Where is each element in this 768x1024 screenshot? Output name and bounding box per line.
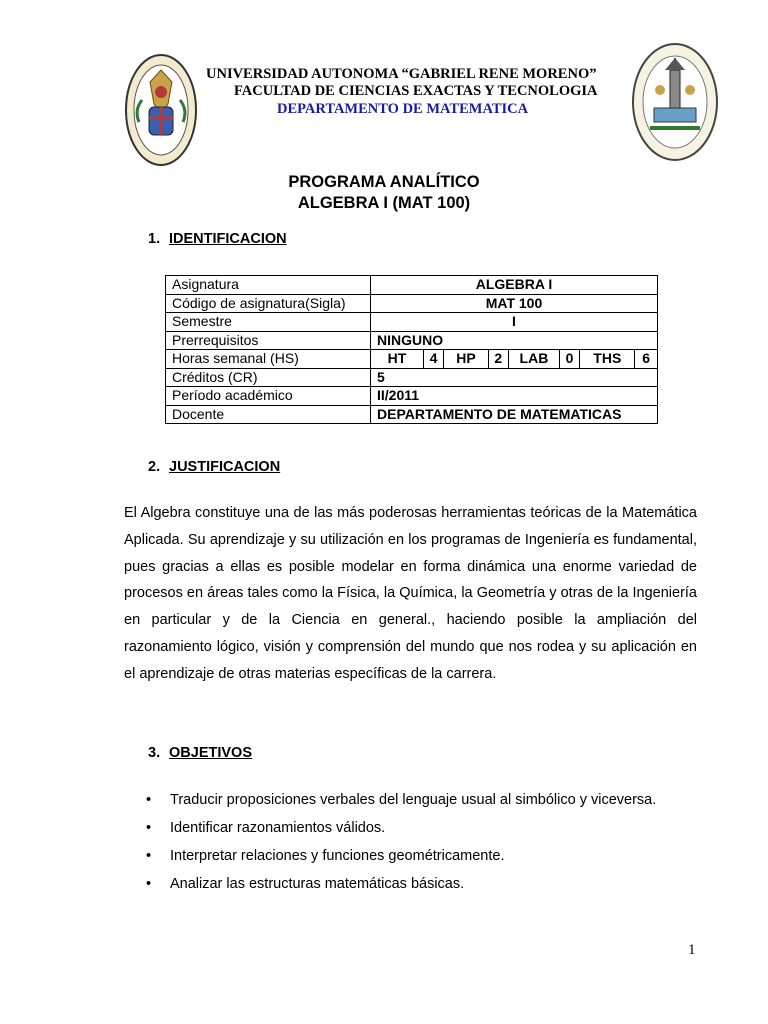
table-key: Horas semanal (HS) xyxy=(166,350,371,369)
hours-value-ht: 4 xyxy=(423,350,444,368)
objective-text: Traducir proposiciones verbales del lenguaje usual al simbólico y viceversa. xyxy=(170,792,657,808)
section-number: 3. xyxy=(148,745,161,761)
section-label: IDENTIFICACION xyxy=(169,231,287,247)
table-value: I xyxy=(371,313,658,332)
list-item xyxy=(124,842,656,870)
table-row xyxy=(166,368,658,387)
page-title: PROGRAMA ANALÍTICO xyxy=(288,173,480,191)
bullet-icon: • xyxy=(146,820,152,836)
bullet-icon: • xyxy=(146,848,152,864)
section-heading-justificacion xyxy=(148,459,280,475)
bullet-icon: • xyxy=(146,792,152,808)
hours-table xyxy=(371,350,657,368)
hours-label-ht: HT xyxy=(387,350,407,367)
table-key: Semestre xyxy=(166,313,371,332)
section-label: OBJETIVOS xyxy=(169,745,252,761)
objective-text: Interpretar relaciones y funciones geométricamente. xyxy=(170,848,505,864)
objectives-list xyxy=(124,786,656,898)
table-key: Código de asignatura(Sigla) xyxy=(166,294,371,313)
faculty-name: FACULTAD DE CIENCIAS EXACTAS Y TECNOLOGIA xyxy=(234,83,598,99)
justification-paragraph: El Algebra constituye una de las más poderosas herramientas teóricas de la Matemática Aplicada. Su aprendizaje y su utilización en los programas de Ingeniería es fundamental, pues gracias a ellas es posible modelar en forma dinámica una enorme variedad de procesos en áreas tales como la Física, la Química, la Geometría y otras de la Ingeniería en particular y de la Ciencia en general., haciendo posible la ampliación del razonamiento lógico, visión y comprensión del mundo que nos rodea y su aplicación en el aprendizaje de otras materias específicas de la carrera. xyxy=(124,505,697,682)
table-key: Asignatura xyxy=(166,276,371,295)
hours-label-ths: THS xyxy=(580,350,635,368)
table-value: NINGUNO xyxy=(371,331,658,350)
table-row xyxy=(166,276,658,295)
university-seal-left-icon xyxy=(124,52,198,168)
table-value: MAT 100 xyxy=(371,294,658,313)
section-heading-objetivos xyxy=(148,745,252,761)
table-value: II/2011 xyxy=(371,387,658,406)
table-value: 5 xyxy=(371,368,658,387)
hours-value-lab: 0 xyxy=(559,350,580,368)
table-row xyxy=(166,350,658,369)
table-row xyxy=(166,387,658,406)
identification-table xyxy=(165,275,658,424)
table-value: ALGEBRA I xyxy=(371,276,658,295)
table-row xyxy=(166,405,658,424)
bullet-icon: • xyxy=(146,876,152,892)
list-item xyxy=(124,786,656,814)
objective-text: Analizar las estructuras matemáticas básicas. xyxy=(170,876,465,892)
table-key: Docente xyxy=(166,405,371,424)
section-number: 1. xyxy=(148,231,161,247)
table-row xyxy=(166,313,658,332)
table-key: Período académico xyxy=(166,387,371,406)
hours-label-hp: HP xyxy=(444,350,488,368)
course-title: ALGEBRA I (MAT 100) xyxy=(297,194,471,212)
list-item xyxy=(124,814,656,842)
section-number: 2. xyxy=(148,459,161,475)
page-number: 1 xyxy=(688,942,696,958)
table-value: DEPARTAMENTO DE MATEMATICAS xyxy=(371,405,658,424)
section-heading-identificacion xyxy=(148,231,287,247)
hours-value-ths: 6 xyxy=(635,350,657,368)
university-seal-right-icon xyxy=(630,40,720,164)
table-key: Prerrequisitos xyxy=(166,331,371,350)
department-name: DEPARTAMENTO DE MATEMATICA xyxy=(277,101,529,117)
university-name: UNIVERSIDAD AUTONOMA “GABRIEL RENE MORENO” xyxy=(206,66,597,82)
table-row xyxy=(166,331,658,350)
table-row xyxy=(166,294,658,313)
list-item xyxy=(124,870,656,898)
hours-value-hp: 2 xyxy=(488,350,509,368)
section-label: JUSTIFICACION xyxy=(169,459,281,475)
hours-cell xyxy=(371,350,658,369)
table-key: Créditos (CR) xyxy=(166,368,371,387)
objective-text: Identificar razonamientos válidos. xyxy=(170,820,386,836)
hours-label-lab: LAB xyxy=(509,350,560,368)
